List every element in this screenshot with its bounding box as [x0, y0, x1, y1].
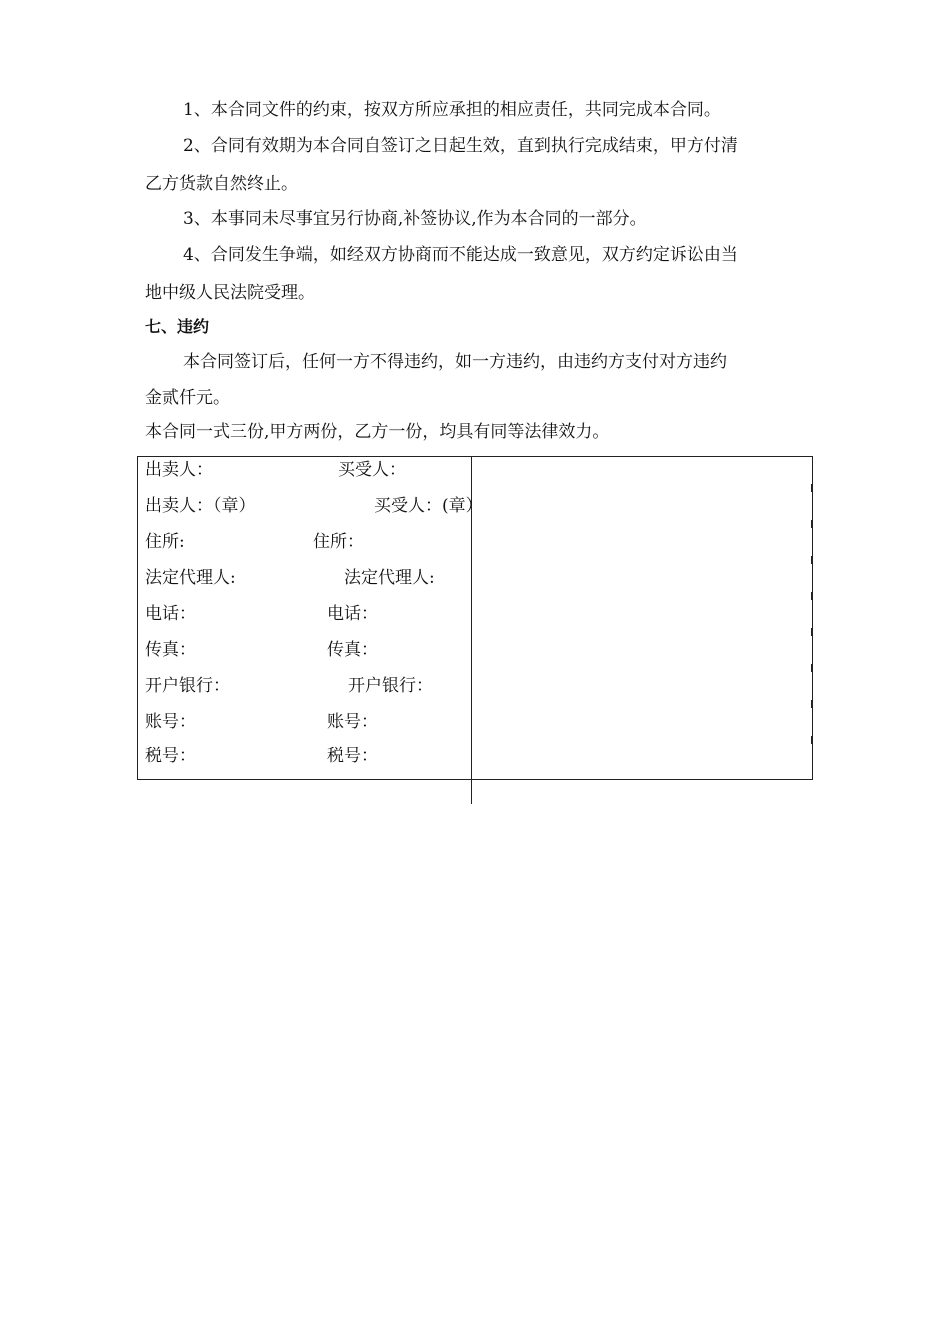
buyer-legal-rep-label: 法定代理人: — [344, 568, 435, 588]
seller-fax-label: 传真： — [145, 640, 196, 660]
table-border-tick — [811, 592, 813, 600]
seller-address-label: 住所: — [145, 532, 185, 552]
copies-note: 本合同一式三份,甲方两份，乙方一份，均具有同等法律效力。 — [145, 422, 610, 442]
seller-account-label: 账号： — [145, 712, 196, 732]
breach-line-2: 金贰仟元。 — [145, 388, 230, 408]
buyer-account-label: 账号： — [327, 712, 378, 732]
buyer-phone-label: 电话： — [327, 604, 378, 624]
seller-bank-label: 开户银行： — [145, 676, 230, 696]
clause-2-line-2: 乙方货款自然终止。 — [145, 174, 298, 194]
buyer-address-label: 住所： — [313, 532, 364, 552]
table-border-tick — [811, 556, 813, 564]
table-border-tick — [811, 700, 813, 708]
buyer-label: 买受人： — [338, 460, 406, 480]
clause-3: 3、本事同未尽事宜另行协商,补签协议,作为本合同的一部分。 — [183, 209, 647, 229]
clause-2-line-1: 2、合同有效期为本合同自签订之日起生效，直到执行完成结束，甲方付清 — [183, 136, 738, 156]
buyer-fax-label: 传真： — [327, 640, 378, 660]
seller-tax-id-label: 税号： — [145, 746, 196, 766]
buyer-tax-id-label: 税号： — [327, 746, 378, 766]
seller-phone-label: 电话： — [145, 604, 196, 624]
table-border-tick — [811, 664, 813, 672]
seller-seal-label: 出卖人：（章） — [145, 496, 256, 516]
table-border-tick — [811, 484, 813, 492]
table-border-tick — [811, 736, 813, 744]
buyer-seal-label: 买受人：(章） — [374, 496, 483, 516]
clause-4-line-1: 4、合同发生争端，如经双方协商而不能达成一致意见，双方约定诉讼由当 — [183, 245, 738, 265]
breach-line-1: 本合同签订后，任何一方不得违约，如一方违约，由违约方支付对方违约 — [183, 352, 727, 372]
seller-legal-rep-label: 法定代理人: — [145, 568, 236, 588]
table-border-tick — [811, 628, 813, 636]
table-border-tick — [811, 520, 813, 528]
seller-label: 出卖人： — [145, 460, 213, 480]
section-heading-breach: 七、违约 — [145, 317, 210, 336]
buyer-bank-label: 开户银行： — [348, 676, 433, 696]
clause-4-line-2: 地中级人民法院受理。 — [145, 283, 315, 303]
clause-1: 1、本合同文件的约束，按双方所应承担的相应责任，共同完成本合同。 — [183, 100, 721, 120]
